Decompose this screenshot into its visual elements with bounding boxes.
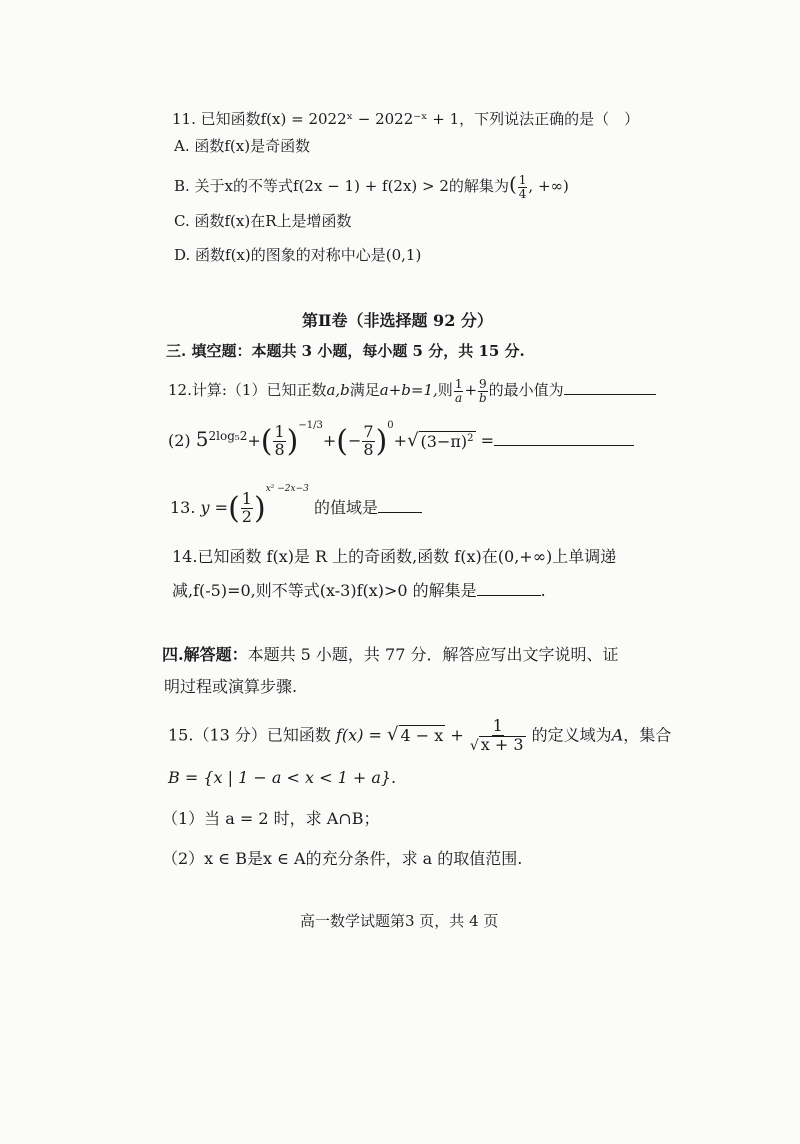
paren-close: ) xyxy=(286,424,299,459)
radical-icon: √ xyxy=(387,724,399,746)
q12-condition: a+b=1, xyxy=(379,381,438,400)
q12b-plus2: + xyxy=(322,431,337,450)
q15-suffix: 的定义域为 xyxy=(531,725,612,745)
q12b-exponent-3: 0 xyxy=(387,420,394,431)
answer-blank[interactable] xyxy=(477,595,541,596)
q13-fraction xyxy=(241,491,253,526)
q13-label: 13. xyxy=(170,498,196,517)
q15-set-a: A xyxy=(611,725,624,745)
q14-period: . xyxy=(540,581,546,600)
paren-open: ( xyxy=(336,424,348,459)
q12b-fraction-2 xyxy=(362,424,374,459)
answer-blank[interactable] xyxy=(564,394,656,395)
fraction-denominator: b xyxy=(479,390,487,405)
q12b-fraction-1 xyxy=(273,424,285,459)
section3-header xyxy=(166,340,525,361)
q11-option-b-text: B. 关于x的不等式f(2x − 1) + f(2x) > 2的解集为 xyxy=(174,177,509,195)
answer-blank[interactable] xyxy=(378,512,422,513)
q14-line2-text: 减,f(-5)=0,则不等式(x-3)f(x)>0 的解集是 xyxy=(172,581,477,600)
q12-fraction-2 xyxy=(478,378,488,404)
fraction-denominator: 8 xyxy=(274,440,285,459)
q11-option-c: C. 函数f(x)在R上是增函数 xyxy=(174,212,352,230)
q12b-label: (2) xyxy=(168,431,191,450)
section4-header xyxy=(162,642,618,665)
q13 xyxy=(170,484,422,526)
section3-description: 本题共 3 小题，每小题 5 分，共 15 分. xyxy=(251,342,525,360)
part2-title: 第Ⅱ卷（非选择题 92 分） xyxy=(302,311,493,330)
q12-prefix: 12.计算:（1）已知正数 xyxy=(168,381,327,400)
fraction-numerator: 1 xyxy=(274,422,285,442)
q12b-sqrt xyxy=(407,430,475,451)
section3-heading: 三. 填空题： xyxy=(166,342,252,360)
q11-option-b-rest: , +∞) xyxy=(528,177,569,195)
fraction-numerator: 7 xyxy=(363,422,374,442)
radicand-exponent: 2 xyxy=(467,433,474,444)
q15-plus: + xyxy=(450,725,464,745)
page-footer: 高一数学试题第3 页，共 4 页 xyxy=(300,912,499,930)
q12b-plus3: + xyxy=(393,431,408,450)
q11-option-d: D. 函数f(x)的图象的对称中心是(0,1) xyxy=(174,246,422,264)
answer-blank[interactable] xyxy=(494,445,634,446)
fraction-numerator: 1 xyxy=(518,172,527,187)
q15-prefix: 15.（13 分）已知函数 xyxy=(168,725,331,745)
fraction-denominator: 2 xyxy=(241,507,252,526)
q12-part1 xyxy=(168,378,656,404)
q12-part2 xyxy=(168,420,634,459)
q14-line2 xyxy=(172,578,546,601)
q15-subquestion-1: （1）当 a = 2 时，求 A∩B； xyxy=(162,809,380,828)
q11-option-b xyxy=(174,172,569,200)
q12-fraction-1 xyxy=(454,378,464,404)
radical-icon: √ xyxy=(469,737,479,754)
fraction-numerator: 1 xyxy=(241,489,252,509)
q13-suffix: 的值域是 xyxy=(313,498,378,517)
q14-line1: 14.已知函数 f(x)是 R 上的奇函数,函数 f(x)在(0,+∞)上单调递 xyxy=(172,547,617,566)
fraction-numerator: 9 xyxy=(479,377,487,391)
q12b-base: 5 xyxy=(195,427,209,451)
q12-mid: 满足 xyxy=(349,381,380,400)
q15-stem xyxy=(168,718,671,754)
section4-heading: 四.解答题： xyxy=(162,645,248,664)
q12-vars: a,b xyxy=(326,381,350,400)
q13-lhs: y = xyxy=(200,498,229,517)
q12b-exponent-2: −1/3 xyxy=(298,420,323,431)
fraction-numerator: 1 xyxy=(492,716,503,735)
q15-subquestion-2: （2）x ∈ B是x ∈ A的充分条件，求 a 的取值范围. xyxy=(162,849,523,868)
radical-icon: √ xyxy=(407,430,419,451)
paren-close: ) xyxy=(375,424,388,459)
q11-option-b-fraction xyxy=(518,174,528,200)
section4-description-2: 明过程或演算步骤. xyxy=(164,677,298,696)
paren-open: ( xyxy=(260,424,273,459)
q11-option-a: A. 函数f(x)是奇函数 xyxy=(174,137,311,155)
q12-then: 则 xyxy=(437,381,453,400)
q15-fraction xyxy=(470,718,526,754)
fraction-denominator xyxy=(470,736,526,754)
radicand xyxy=(419,431,476,451)
q12b-plus1: + xyxy=(247,431,261,450)
q15-suffix-2: ，集合 xyxy=(623,725,672,745)
q12-plus: + xyxy=(464,381,478,400)
radicand: 4 − x xyxy=(400,726,444,746)
q15-set-b: B = {x | 1 − a < x < 1 + a}. xyxy=(168,768,397,787)
fraction-numerator: 1 xyxy=(454,377,463,391)
q15-fx: f(x) = xyxy=(336,725,382,745)
q12b-exponent: 2log₅2 xyxy=(208,429,248,443)
fraction-denominator: 8 xyxy=(363,440,374,459)
paren-open: ( xyxy=(228,491,240,526)
radicand: x + 3 xyxy=(480,734,524,754)
q11-stem: 11. 已知函数f(x) = 2022ˣ − 2022⁻ˣ + 1，下列说法正确的是（ ） xyxy=(172,110,640,128)
q15-sqrt-1 xyxy=(387,724,445,745)
section4-description: 本题共 5 小题，共 77 分．解答应写出文字说明、证 xyxy=(247,645,619,664)
q11-option-b-open: ( xyxy=(508,172,517,196)
q12b-equals: = xyxy=(480,431,495,450)
paren-close: ) xyxy=(253,491,266,526)
fraction-denominator: 4 xyxy=(518,186,527,201)
q12b-negative: − xyxy=(347,431,362,450)
q13-exponent: x² −2x−3 xyxy=(265,484,309,494)
radicand-body: (3−π) xyxy=(420,432,468,451)
q12-suffix: 的最小值为 xyxy=(488,381,564,400)
fraction-denominator: a xyxy=(455,390,463,405)
